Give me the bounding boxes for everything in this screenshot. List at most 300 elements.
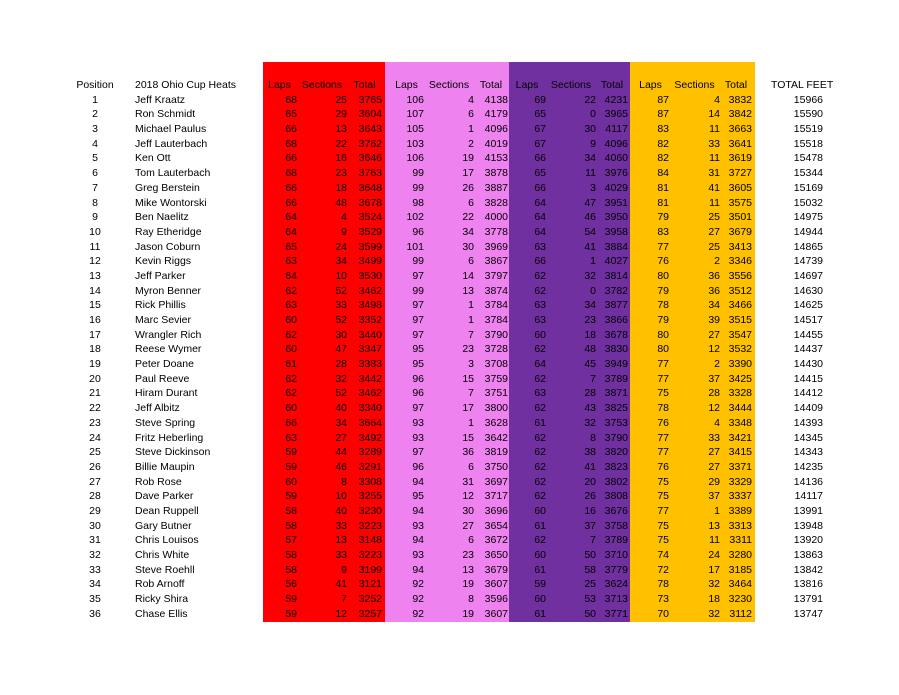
heat2-sections-cell: 17 [462, 402, 474, 415]
heat3-sections-cell: 7 [590, 372, 596, 385]
heat1-sections-cell: 22 [335, 137, 347, 150]
table-row [0, 240, 899, 255]
heat4-laps-cell: 77 [657, 240, 669, 253]
position-cell: 5 [92, 152, 98, 165]
heat4-sections-cell: 4 [714, 416, 720, 429]
heat3-sections-cell: 3 [590, 181, 596, 194]
table-row [0, 431, 899, 446]
heat1-laps-cell: 59 [285, 593, 297, 606]
heat3-laps-cell: 61 [534, 519, 546, 532]
heat4-total-cell: 3466 [728, 299, 752, 312]
driver-name-cell: Rick Phillis [135, 299, 186, 312]
heat4-laps-cell: 81 [657, 181, 669, 194]
heat3-sections-cell: 50 [584, 607, 596, 620]
heat1-laps-cell: 59 [285, 490, 297, 503]
heat4-sections-cell: 27 [708, 446, 720, 459]
heat1-laps-cell: 63 [285, 431, 297, 444]
heat3-sections-cell: 20 [584, 475, 596, 488]
heat3-sections-cell: 30 [584, 123, 596, 136]
total-feet-header: TOTAL FEET [771, 79, 834, 91]
heat3-total-cell: 3789 [604, 372, 628, 385]
total-feet-cell: 15966 [793, 93, 823, 106]
heat2-total-cell: 3642 [484, 431, 508, 444]
heat3-laps-cell: 64 [534, 358, 546, 371]
position-cell: 33 [89, 563, 101, 576]
heat1-total-cell: 3648 [358, 181, 382, 194]
results-table [0, 78, 899, 621]
heat2-total-cell: 3790 [484, 328, 508, 341]
heat1-laps-cell: 56 [285, 578, 297, 591]
heat4-sections-cell: 32 [708, 607, 720, 620]
position-cell: 14 [89, 284, 101, 297]
heat2-laps-cell: 97 [412, 314, 424, 326]
position-cell: 36 [89, 607, 101, 620]
heat2-sections-cell: 6 [468, 196, 474, 209]
driver-name-cell: Gary Butner [135, 519, 192, 532]
heat2-total-cell: 3759 [484, 372, 508, 385]
total-feet-cell: 14235 [793, 460, 823, 473]
driver-name-cell: Jeff Albitz [135, 402, 180, 415]
heat2-sections-cell: 7 [468, 387, 474, 400]
heat2-laps-cell: 96 [412, 225, 424, 238]
heat2-total-cell: 3696 [484, 504, 508, 517]
table-row [0, 504, 899, 519]
heat4-sections-cell: 2 [714, 255, 720, 268]
heat4-sections-cell: 2 [714, 358, 720, 371]
heat4-total-cell: 3413 [728, 240, 752, 253]
heat1-total-cell: 3499 [358, 255, 382, 268]
position-cell: 16 [89, 314, 101, 326]
heat1-total-cell: 3529 [358, 225, 382, 238]
heat2-total-cell: 3797 [484, 269, 508, 282]
heat4-sections-cell: 27 [708, 460, 720, 473]
heat1-sections-cell: 13 [335, 534, 347, 547]
total-feet-cell: 14630 [793, 284, 823, 297]
position-cell: 2 [92, 108, 98, 121]
heat3-total-cell: 3779 [604, 563, 628, 576]
heat2-laps-cell: 97 [412, 269, 424, 282]
heat1-total-cell: 3604 [358, 108, 382, 121]
heat2-laps-cell: 107 [406, 108, 424, 121]
heat1-sections-cell: 47 [335, 343, 347, 356]
table-row [0, 386, 899, 401]
heat4-total-cell: 3328 [728, 387, 752, 400]
heat1-laps-cell: 63 [285, 299, 297, 312]
heat4-laps-cell: 87 [657, 108, 669, 121]
heat3-laps-cell: 64 [534, 211, 546, 224]
heat3-sections-cell: 34 [584, 299, 596, 312]
heat4-sections-cell: 12 [708, 402, 720, 415]
heat3-sections-cell: 43 [584, 402, 596, 415]
heat2-laps-cell: 95 [412, 343, 424, 356]
heat1-sections-cell: 33 [335, 519, 347, 532]
position-cell: 17 [89, 328, 101, 341]
heat3-sections-cell: 22 [584, 93, 596, 106]
heat2-total-cell: 3596 [484, 593, 508, 606]
total-feet-cell: 14697 [793, 269, 823, 282]
total-feet-cell: 15590 [793, 108, 823, 121]
heat3-laps-cell: 62 [534, 284, 546, 297]
heat2-laps-cell: 92 [412, 578, 424, 591]
heat1-total-cell: 3462 [358, 284, 382, 297]
heat3-total-cell: 3753 [604, 416, 628, 429]
heat1-laps-header: Laps [268, 79, 291, 91]
position-cell: 29 [89, 504, 101, 517]
heat3-laps-cell: 62 [534, 446, 546, 459]
heat2-laps-cell: 98 [412, 196, 424, 209]
heat4-total-cell: 3547 [728, 328, 752, 341]
heat3-total-cell: 3624 [604, 578, 628, 591]
position-cell: 20 [89, 372, 101, 385]
driver-name-cell: Rob Arnoff [135, 578, 185, 591]
heat1-laps-cell: 66 [285, 181, 297, 194]
heat2-sections-cell: 8 [468, 593, 474, 606]
heat4-laps-cell: 80 [657, 269, 669, 282]
heat3-sections-cell: 50 [584, 549, 596, 561]
position-cell: 28 [89, 490, 101, 503]
header-row [0, 78, 899, 93]
heat3-total-cell: 3825 [604, 402, 628, 415]
total-feet-cell: 14517 [793, 314, 823, 326]
driver-name-cell: Myron Benner [135, 284, 201, 297]
heat3-sections-cell: 32 [584, 269, 596, 282]
heat4-laps-cell: 82 [657, 152, 669, 165]
heat1-total-cell: 3762 [358, 137, 382, 150]
heat2-total-cell: 3784 [484, 314, 508, 326]
heat4-laps-cell: 83 [657, 225, 669, 238]
heat4-total-cell: 3313 [728, 519, 752, 532]
driver-name-cell: Reese Wymer [135, 343, 202, 356]
heat3-total-cell: 4060 [604, 152, 628, 165]
heat1-laps-cell: 58 [285, 563, 297, 576]
table-row [0, 151, 899, 166]
heat1-sections-cell: 28 [335, 358, 347, 371]
heat2-sections-cell: 12 [462, 490, 474, 503]
heat1-total-cell: 3257 [358, 607, 382, 620]
heat2-laps-cell: 95 [412, 358, 424, 371]
heat3-laps-cell: 66 [534, 152, 546, 165]
heat2-sections-cell: 30 [462, 240, 474, 253]
position-header: Position [76, 79, 114, 91]
heat3-total-cell: 3676 [604, 504, 628, 517]
total-feet-cell: 14437 [793, 343, 823, 356]
heat1-laps-cell: 68 [285, 137, 297, 150]
heat4-sections-cell: 12 [708, 343, 720, 356]
heat3-sections-cell: 0 [590, 108, 596, 121]
table-row [0, 196, 899, 211]
heat1-total-cell: 3340 [358, 402, 382, 415]
heat4-sections-cell: 24 [708, 549, 720, 561]
heat3-laps-cell: 63 [534, 314, 546, 326]
heat4-sections-cell: 11 [709, 534, 720, 547]
heat2-laps-cell: 105 [406, 123, 424, 136]
heat2-sections-cell: 7 [468, 328, 474, 341]
position-cell: 26 [89, 460, 101, 473]
heat3-sections-cell: 54 [584, 225, 596, 238]
heat4-laps-cell: 70 [657, 607, 669, 620]
heat1-sections-cell: 48 [335, 196, 347, 209]
heat3-total-cell: 3958 [604, 225, 628, 238]
heat1-laps-cell: 58 [285, 504, 297, 517]
heat2-total-cell: 3728 [484, 343, 508, 356]
heat2-total-cell: 3874 [484, 284, 508, 297]
heat3-sections-cell: 48 [584, 343, 596, 356]
position-cell: 11 [89, 240, 101, 253]
heat4-total-cell: 3230 [728, 593, 752, 606]
heat4-total-cell: 3501 [728, 211, 752, 224]
heat2-total-cell: 3878 [484, 167, 508, 180]
heat3-laps-cell: 63 [534, 387, 546, 400]
heat2-total-cell: 3607 [484, 578, 508, 591]
heat3-laps-cell: 61 [534, 563, 546, 576]
heat1-sections-cell: 34 [335, 416, 347, 429]
heat3-total-cell: 3802 [604, 475, 628, 488]
driver-name-cell: Steve Roehll [135, 563, 195, 576]
heat1-sections-cell: 52 [335, 387, 347, 400]
heat1-sections-header: Sections [301, 79, 343, 91]
heat3-sections-cell: 38 [584, 446, 596, 459]
heat1-laps-cell: 62 [285, 372, 297, 385]
heat2-sections-cell: 6 [468, 460, 474, 473]
heat1-laps-cell: 66 [285, 416, 297, 429]
heat1-laps-cell: 64 [285, 269, 297, 282]
heat1-laps-cell: 57 [285, 534, 297, 547]
heat4-total-cell: 3727 [728, 167, 752, 180]
heat2-laps-cell: 106 [406, 93, 424, 106]
heat4-sections-cell: 25 [708, 211, 720, 224]
table-row [0, 137, 899, 152]
heat3-laps-cell: 59 [534, 578, 546, 591]
heat3-total-cell: 3782 [604, 284, 628, 297]
heat2-laps-cell: 94 [412, 475, 424, 488]
heat3-sections-cell: 32 [584, 416, 596, 429]
heat3-total-cell: 4231 [604, 93, 628, 106]
heat2-total-cell: 3800 [484, 402, 508, 415]
heat3-sections-cell: 25 [584, 578, 596, 591]
driver-name-cell: Tom Lauterbach [135, 167, 211, 180]
heat3-sections-cell: 28 [584, 387, 596, 400]
heat4-laps-cell: 77 [657, 372, 669, 385]
total-feet-cell: 13842 [793, 563, 823, 576]
heat2-total-header: Total [479, 79, 503, 91]
heat3-sections-cell: 16 [584, 504, 596, 517]
heat3-laps-header: Laps [515, 79, 539, 91]
heat3-sections-cell: 41 [584, 240, 596, 253]
heat3-total-header: Total [600, 79, 624, 91]
heat4-sections-cell: 11 [709, 196, 720, 209]
heat2-total-cell: 3867 [484, 255, 508, 268]
table-row [0, 548, 899, 563]
heat3-sections-cell: 0 [590, 284, 596, 297]
heat4-laps-cell: 79 [657, 314, 669, 326]
heat4-laps-cell: 73 [657, 593, 669, 606]
heat2-total-cell: 3784 [484, 299, 508, 312]
heat4-sections-cell: 14 [708, 108, 720, 121]
heat3-laps-cell: 61 [534, 607, 546, 620]
heat4-total-cell: 3348 [728, 416, 752, 429]
heat4-laps-cell: 77 [657, 446, 669, 459]
heat3-total-cell: 3965 [604, 108, 628, 121]
position-cell: 27 [89, 475, 101, 488]
heat3-laps-cell: 60 [534, 504, 546, 517]
heat1-sections-cell: 52 [335, 284, 347, 297]
position-cell: 22 [89, 402, 101, 415]
position-cell: 12 [89, 255, 101, 268]
heat1-sections-cell: 9 [341, 225, 347, 238]
heat3-sections-header: Sections [550, 79, 592, 91]
driver-name-cell: Michael Paulus [135, 123, 207, 136]
heat2-laps-cell: 93 [412, 416, 424, 429]
table-row [0, 519, 899, 534]
driver-name-cell: Chase Ellis [135, 607, 188, 620]
heat3-total-cell: 3949 [604, 358, 628, 371]
heat1-laps-cell: 63 [285, 255, 297, 268]
heat4-laps-cell: 83 [657, 123, 669, 136]
table-row [0, 342, 899, 357]
heat2-total-cell: 3887 [484, 181, 508, 194]
heat1-total-cell: 3383 [358, 358, 382, 371]
heat4-total-cell: 3532 [728, 343, 752, 356]
heat4-sections-cell: 1 [714, 504, 720, 517]
table-row [0, 225, 899, 240]
heat4-sections-cell: 33 [708, 137, 720, 150]
heat3-sections-cell: 8 [590, 431, 596, 444]
position-cell: 18 [89, 343, 101, 356]
heat4-total-cell: 3311 [729, 534, 752, 547]
heat1-laps-cell: 61 [285, 358, 297, 371]
heat1-total-cell: 3442 [358, 372, 382, 385]
heat3-laps-cell: 69 [534, 93, 546, 106]
heat4-sections-cell: 13 [708, 519, 720, 532]
heat4-laps-cell: 74 [657, 549, 669, 561]
table-row [0, 533, 899, 548]
heat2-laps-cell: 99 [412, 181, 424, 194]
heat1-total-cell: 3255 [358, 490, 382, 503]
heat2-sections-cell: 17 [462, 167, 474, 180]
position-cell: 15 [89, 299, 101, 312]
heat3-total-cell: 3823 [604, 460, 628, 473]
table-row [0, 254, 899, 269]
heat4-sections-cell: 41 [708, 181, 720, 194]
heat4-laps-cell: 76 [657, 255, 669, 268]
driver-name-cell: Paul Reeve [135, 372, 190, 385]
driver-name-cell: Fritz Heberling [135, 431, 204, 444]
heat1-total-cell: 3765 [358, 93, 382, 106]
heat3-sections-cell: 9 [590, 137, 596, 150]
heat2-sections-cell: 13 [462, 284, 474, 297]
table-row [0, 313, 899, 328]
heat4-laps-cell: 79 [657, 284, 669, 297]
heat2-total-cell: 3708 [484, 358, 508, 371]
total-feet-cell: 14136 [793, 475, 823, 488]
heat4-total-cell: 3619 [728, 152, 752, 165]
heat4-sections-cell: 36 [708, 269, 720, 282]
heat2-laps-cell: 96 [412, 387, 424, 400]
heat2-sections-cell: 1 [468, 314, 474, 326]
heat2-total-cell: 3654 [484, 519, 508, 532]
heat4-total-cell: 3337 [728, 490, 752, 503]
table-row [0, 284, 899, 299]
heat3-total-cell: 3808 [604, 490, 628, 503]
heat2-sections-cell: 13 [462, 563, 474, 576]
heat4-sections-cell: 27 [708, 225, 720, 238]
position-cell: 1 [92, 93, 98, 106]
position-cell: 34 [89, 578, 101, 591]
heat3-total-cell: 3866 [604, 314, 628, 326]
heat2-laps-header: Laps [395, 79, 418, 91]
driver-name-cell: Peter Doane [135, 358, 194, 371]
heat3-total-cell: 3771 [604, 607, 628, 620]
table-row [0, 269, 899, 284]
heat3-total-cell: 3884 [604, 240, 628, 253]
heat3-laps-cell: 67 [534, 137, 546, 150]
heat1-total-cell: 3199 [358, 563, 382, 576]
heat4-sections-cell: 32 [708, 578, 720, 591]
heat2-laps-cell: 101 [406, 240, 424, 253]
heat2-laps-cell: 96 [412, 372, 424, 385]
total-feet-cell: 14393 [793, 416, 823, 429]
heat1-sections-cell: 10 [335, 490, 347, 503]
heat3-total-cell: 3678 [604, 328, 628, 341]
total-feet-cell: 14412 [793, 387, 823, 400]
position-cell: 32 [89, 549, 101, 561]
heat2-total-cell: 3778 [484, 225, 508, 238]
heat4-laps-cell: 75 [657, 475, 669, 488]
heat1-laps-cell: 68 [285, 93, 297, 106]
heat3-total-cell: 3814 [604, 269, 628, 282]
heat3-sections-cell: 53 [584, 593, 596, 606]
heat3-laps-cell: 60 [534, 328, 546, 341]
total-feet-cell: 13791 [793, 593, 823, 606]
heat4-total-cell: 3185 [728, 563, 752, 576]
heat3-sections-cell: 46 [584, 211, 596, 224]
heat2-laps-cell: 96 [412, 460, 424, 473]
heat2-total-cell: 4096 [484, 123, 508, 136]
heat1-laps-cell: 65 [285, 108, 297, 121]
driver-name-cell: Mike Wontorski [135, 196, 207, 209]
heat3-total-cell: 3976 [604, 167, 628, 180]
total-feet-cell: 15518 [793, 137, 823, 150]
total-feet-cell: 14625 [793, 299, 823, 312]
heat1-laps-cell: 58 [285, 549, 297, 561]
heat2-total-cell: 3717 [484, 490, 508, 503]
heat4-total-cell: 3329 [728, 475, 752, 488]
heat1-total-cell: 3678 [358, 196, 382, 209]
heat4-total-cell: 3556 [728, 269, 752, 282]
table-row [0, 122, 899, 137]
heat3-sections-cell: 1 [590, 255, 596, 268]
heat2-sections-cell: 1 [468, 416, 474, 429]
position-cell: 7 [92, 181, 98, 194]
heat1-sections-cell: 44 [335, 446, 347, 459]
heat4-laps-cell: 75 [657, 534, 669, 547]
heat1-sections-cell: 46 [335, 460, 347, 473]
heat4-total-cell: 3371 [728, 460, 752, 473]
heat1-total-cell: 3347 [358, 343, 382, 356]
heat3-laps-cell: 63 [534, 299, 546, 312]
heat1-total-cell: 3599 [358, 240, 382, 253]
heat2-total-cell: 3650 [484, 549, 508, 561]
heat2-laps-cell: 97 [412, 328, 424, 341]
heat4-total-cell: 3641 [728, 137, 752, 150]
heat3-total-cell: 3830 [604, 343, 628, 356]
heat1-sections-cell: 8 [341, 475, 347, 488]
heat3-laps-cell: 67 [534, 123, 546, 136]
driver-name-cell: Hiram Durant [135, 387, 198, 400]
total-feet-cell: 13747 [793, 607, 823, 620]
heat1-total-cell: 3763 [358, 167, 382, 180]
heat2-laps-cell: 92 [412, 593, 424, 606]
